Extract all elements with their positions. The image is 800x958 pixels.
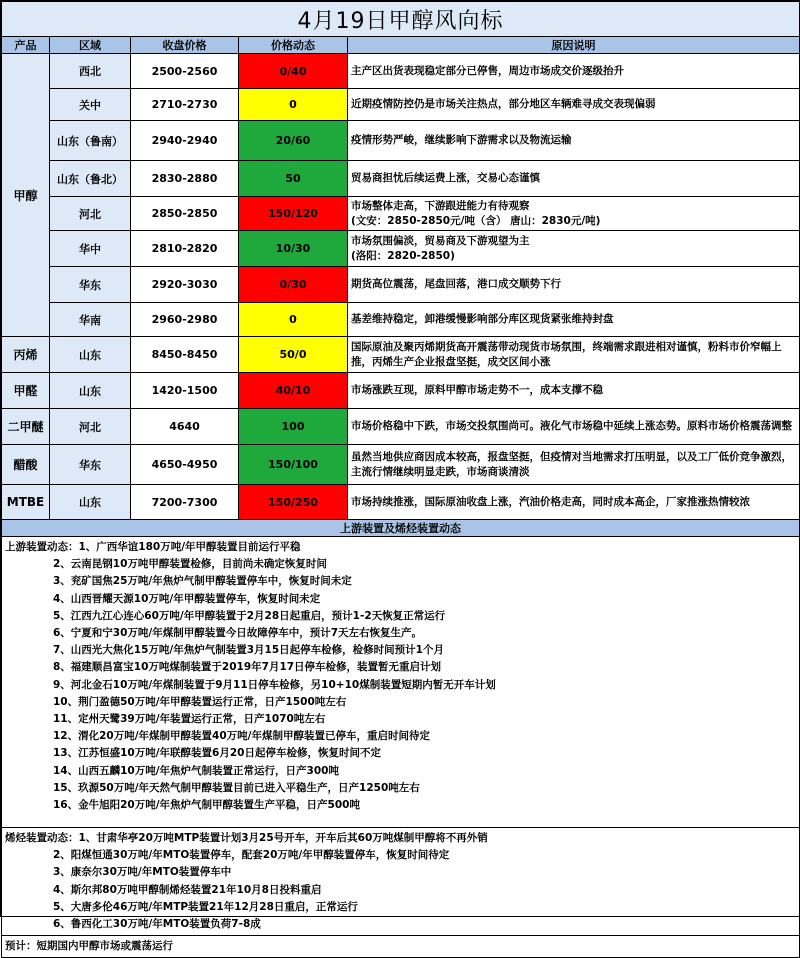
region-cell: 河北: [50, 409, 131, 445]
move-cell: 0: [239, 89, 348, 121]
reason-cell: 疫情形势严峻，继续影响下游需求以及物流运输: [348, 121, 800, 161]
upstream-block: [2, 537, 800, 828]
move-cell: 20/60: [239, 121, 348, 161]
region-cell: 西北: [50, 54, 131, 89]
move-cell: 0/40: [239, 54, 348, 89]
reason-cell: [348, 231, 800, 267]
price-cell: 2500-2560: [131, 54, 239, 89]
header-region: 区域: [50, 37, 131, 54]
olefin-block: [2, 828, 800, 936]
price-cell: 2810-2820: [131, 231, 239, 267]
header-close-price: 收盘价格: [131, 37, 239, 54]
move-cell: 0: [239, 303, 348, 337]
price-cell: 4640: [131, 409, 239, 445]
price-cell: 2850-2850: [131, 197, 239, 231]
forecast: 预计：短期国内甲醇市场或震荡运行: [2, 936, 800, 958]
move-cell: 50/0: [239, 337, 348, 373]
list-item: 烯烃装置动态：1、甘肃华亭20万吨MTP装置计划3月25号开车，开车后其60万吨煤制甲醇将不再外销: [5, 832, 488, 844]
table-row: [2, 197, 800, 231]
move-cell: 40/10: [239, 373, 348, 409]
header-reason: 原因说明: [348, 37, 800, 54]
region-cell: 华东: [50, 445, 131, 485]
table-row: [2, 337, 800, 373]
header-price-move: 价格动态: [239, 37, 348, 54]
page-title: 4月19日甲醇风向标: [2, 2, 800, 37]
move-cell: 150/120: [239, 197, 348, 231]
product-cell: 甲醛: [2, 373, 50, 409]
region-cell: 河北: [50, 197, 131, 231]
header-product: 产品: [2, 37, 50, 54]
reason-line: 市场整体走高，下游跟进能力有待观察: [351, 199, 530, 212]
product-cell: 丙烯: [2, 337, 50, 373]
reason-cell: [348, 197, 800, 231]
move-cell: 150/250: [239, 485, 348, 520]
price-cell: 4650-4950: [131, 445, 239, 485]
reason-note: (文安：2850-2850元/吨（含） 唐山：2830元/吨): [351, 214, 601, 227]
upstream-list: [2, 537, 800, 828]
product-cell: MTBE: [2, 485, 50, 520]
list-item: 14、山西五麟10万吨/年焦炉气制装置正常运行，日产300吨: [53, 764, 339, 777]
olefin-label: 烯烃装置动态：: [5, 832, 79, 844]
section-title: 上游装置及烯烃装置动态: [2, 520, 800, 537]
list-item: 3、康奈尔30万吨/年MTO装置停车中: [53, 866, 232, 879]
region-cell: 华东: [50, 267, 131, 303]
list-item: 6、鲁西化工30万吨/年MTO装置负荷7-8成: [53, 918, 261, 931]
list-item: 4、斯尔邦80万吨甲醇制烯烃装置21年10月8日投料重启: [53, 883, 322, 896]
list-item: 11、定州天鹭39万吨/年装置运行正常，日产1070吨左右: [53, 713, 326, 726]
table-row: [2, 485, 800, 520]
list-item: 5、江西九江心连心60万吨/年甲醇装置于2月28日起重启，预计1-2天恢复正常运行: [53, 609, 446, 622]
region-cell: 山东: [50, 485, 131, 520]
move-cell: 100: [239, 409, 348, 445]
list-item: 9、河北金石10万吨/年煤制装置于9月11日停车检修，另10+10煤制装置短期内暂无开车计划: [53, 678, 496, 691]
table-row: [2, 409, 800, 445]
region-cell: 华南: [50, 303, 131, 337]
price-cell: 2960-2980: [131, 303, 239, 337]
list-item: 4、山西晋耀天源10万吨/年甲醇装置停车，恢复时间未定: [53, 592, 321, 605]
list-item: 2、阳煤恒通30万吨/年MTO装置停车，配套20万吨/年甲醇装置停车，恢复时间待定: [53, 849, 450, 862]
price-table: [1, 1, 800, 958]
table-row: [2, 54, 800, 89]
reason-cell: 期货高位震荡，尾盘回落，港口成交顺势下行: [348, 267, 800, 303]
table-row: [2, 445, 800, 485]
list-item: 3、兖矿国焦25万吨/年焦炉气制甲醇装置停车中，恢复时间未定: [53, 575, 352, 588]
table-row: [2, 89, 800, 121]
reason-cell: 近期疫情防控仍是市场关注热点，部分地区车辆难寻成交表现偏弱: [348, 89, 800, 121]
reason-cell: 主产区出货表现稳定部分已停售，周边市场成交价逐级抬升: [348, 54, 800, 89]
reason-cell: 市场价格稳中下跌，市场交投氛围尚可。液化气市场稳中延续上涨态势。原料市场价格震荡调整: [348, 409, 800, 445]
list-item: 16、金牛旭阳20万吨/年焦炉气制甲醇装置生产平稳，日产500吨: [53, 799, 360, 812]
price-cell: 2920-3030: [131, 267, 239, 303]
list-item: 8、福建顺昌富宝10万吨煤制装置于2019年7月17日停车检修，装置暂无重启计划: [53, 661, 442, 674]
price-cell: 2940-2940: [131, 121, 239, 161]
price-cell: 7200-7300: [131, 485, 239, 520]
reason-note: (洛阳：2820-2850): [351, 249, 455, 262]
price-cell: 2830-2880: [131, 161, 239, 197]
price-cell: 1420-1500: [131, 373, 239, 409]
region-cell: 山东（鲁北）: [50, 161, 131, 197]
reason-cell: 国际原油及聚丙烯期货高开震荡带动现货市场氛围，终端需求跟进相对谨慎，粉料市价窄幅上推，丙烯生产企业报盘坚挺，成交区间小涨: [348, 337, 800, 373]
move-cell: 0/30: [239, 267, 348, 303]
region-cell: 华中: [50, 231, 131, 267]
region-cell: 山东（鲁南）: [50, 121, 131, 161]
price-cell: 2710-2730: [131, 89, 239, 121]
price-cell: 8450-8450: [131, 337, 239, 373]
list-item: 5、大唐多伦46万吨/年MTP装置21年12月28日重启，正常运行: [53, 900, 358, 913]
table-header: [2, 37, 800, 54]
list-item: 2、云南昆钢10万吨甲醇装置检修，目前尚未确定恢复时间: [53, 558, 327, 571]
upstream-label: 上游装置动态：: [5, 541, 79, 553]
table-row: [2, 373, 800, 409]
move-cell: 50: [239, 161, 348, 197]
reason-cell: 市场持续推涨，国际原油收盘上涨，汽油价格走高，同时成本高企，厂家推涨热情较浓: [348, 485, 800, 520]
region-cell: 山东: [50, 337, 131, 373]
table-row: [2, 303, 800, 337]
table-row: [2, 267, 800, 303]
move-cell: 150/100: [239, 445, 348, 485]
reason-line: 市场氛围偏淡，贸易商及下游观望为主: [351, 234, 530, 247]
list-item: 12、渭化20万吨/年煤制甲醇装置40万吨/年煤制甲醇装置已停车，重启时间待定: [53, 730, 431, 743]
list-item: 15、玖源50万吨/年天然气制甲醇装置目前已进入平稳生产，日产1250吨左右: [53, 781, 420, 794]
reason-cell: 虽然当地供应商因成本较高，报盘坚挺，但疫情对当地需求打压明显，以及工厂低价竞争激烈，主流行情继续明显走跌，市场商谈清淡: [348, 445, 800, 485]
reason-cell: 贸易商担忧后续运费上涨，交易心态谨慎: [348, 161, 800, 197]
product-cell: 醋酸: [2, 445, 50, 485]
list-item: 13、江苏恒盛10万吨/年联醇装置6月20日起停车检修，恢复时间不定: [53, 747, 381, 760]
list-item: 上游装置动态：1、广西华谊180万吨/年甲醇装置目前运行平稳: [5, 541, 301, 553]
table-row: [2, 231, 800, 267]
region-cell: 关中: [50, 89, 131, 121]
table-row: [2, 161, 800, 197]
region-cell: 山东: [50, 373, 131, 409]
list-item: 6、宁夏和宁30万吨/年煤制甲醇装置今日故障停车中，预计7天左右恢复生产。: [53, 627, 423, 640]
move-cell: 10/30: [239, 231, 348, 267]
table-row: [2, 121, 800, 161]
list-item: 7、山西光大焦化15万吨/年焦炉气制装置3月15日起停车检修，检修时间预计1个月: [53, 644, 444, 657]
reason-cell: 基差维持稳定，卸港缓慢影响部分库区现货紧张维持封盘: [348, 303, 800, 337]
reason-cell: 市场涨跌互现，原料甲醇市场走势不一，成本支撑不稳: [348, 373, 800, 409]
olefin-list: [2, 828, 800, 936]
list-item: 10、荆门盈德50万吨/年甲醇装置运行正常，日产1500吨左右: [53, 695, 347, 708]
product-cell: 甲醇: [2, 54, 50, 337]
product-cell: 二甲醚: [2, 409, 50, 445]
